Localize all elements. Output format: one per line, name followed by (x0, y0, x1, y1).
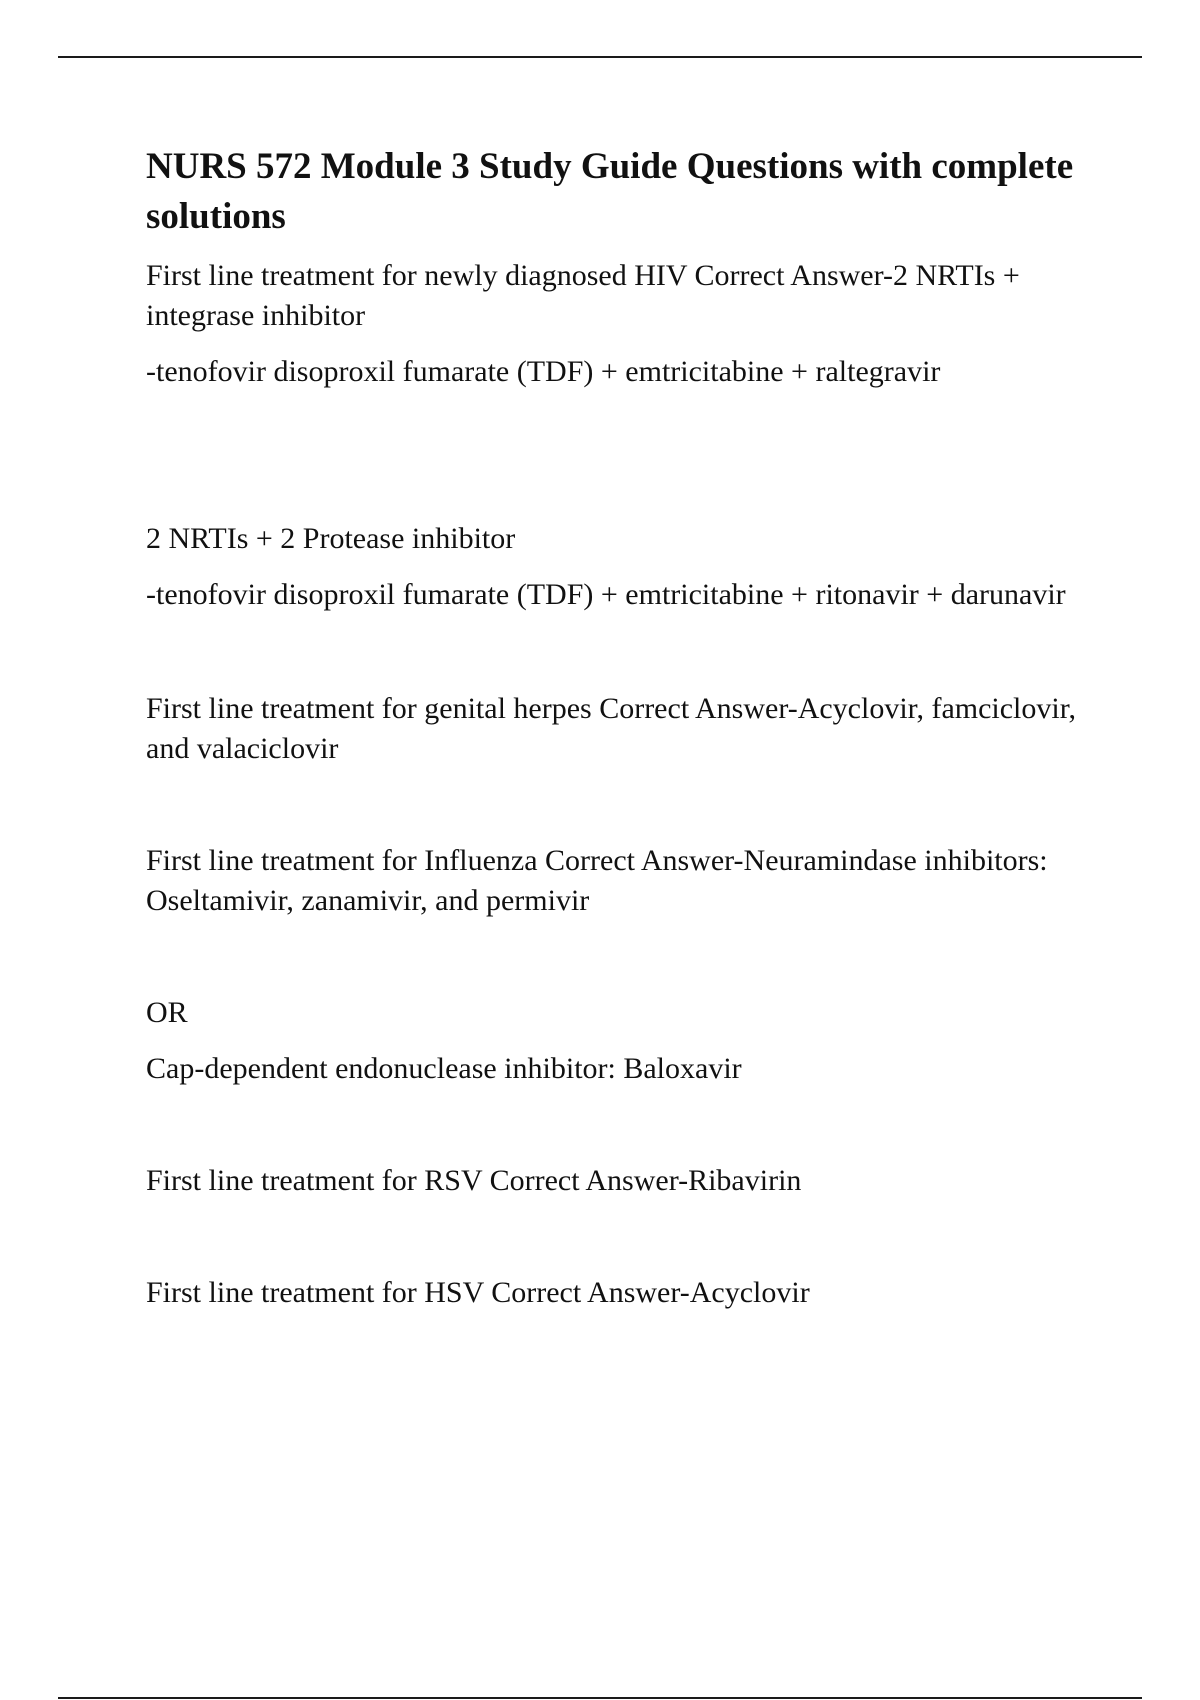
paragraph-genital-herpes: First line treatment for genital herpes Correct Answer-Acyclovir, famciclovir, and valaciclovir (146, 692, 1077, 765)
paragraph-hiv-regimen-1: -tenofovir disoproxil fumarate (TDF) + emtricitabine + raltegravir (146, 355, 941, 388)
paragraph-hiv-regimen-2: -tenofovir disoproxil fumarate (TDF) + emtricitabine + ritonavir + darunavir (146, 578, 1066, 611)
paragraph-rsv: First line treatment for RSV Correct Answer-Ribavirin (146, 1164, 802, 1197)
paragraph-or: OR (146, 996, 188, 1029)
paragraph-baloxavir: Cap-dependent endonuclease inhibitor: Baloxavir (146, 1052, 742, 1085)
document-title: NURS 572 Module 3 Study Guide Questions with complete solutions (146, 146, 1074, 237)
document-page (146, 142, 1086, 1313)
paragraph-hsv: First line treatment for HSV Correct Answer-Acyclovir (146, 1276, 810, 1309)
paragraph-hiv-alternative: 2 NRTIs + 2 Protease inhibitor (146, 522, 516, 555)
top-divider (58, 56, 1142, 58)
bottom-divider (58, 1697, 1142, 1699)
paragraph-influenza: First line treatment for Influenza Correct Answer-Neuramindase inhibitors: Oseltamivir, zanamivir, and permivir (146, 844, 1048, 917)
paragraph-hiv-first-line: First line treatment for newly diagnosed HIV Correct Answer-2 NRTIs + integrase inhibitor (146, 259, 1020, 332)
